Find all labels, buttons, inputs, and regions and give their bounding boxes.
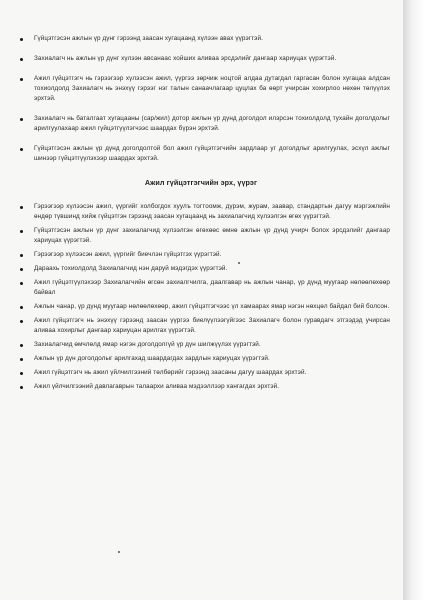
list-item: Ажил гүйцэтгэгч нь энэхүү гэрээнд заасан үүргээ биелүүлээгүйгээс Захиалагч болон гуравдагч этгээдэд учирсан аливаа хохирлыг дангаар хариуцан арилгах үүрэгтэй.: [12, 316, 390, 336]
document-body: [12, 34, 390, 396]
list-item: Ажлын үр дүн доголдолыг арилгахад шаардагдах зардлын хариуцах үүрэгтэй.: [12, 354, 390, 364]
list-item: Дараахь тохиолдолд Захиалагчид нэн даруй мэдэгдэх үүрэгтэй.: [12, 264, 390, 274]
list-item: Захиалагч нь баталгаат хугацааны (сар/жил) дотор ажлын үр дүнд доголдол илэрсэн тохиолдолд тухайн доголдолыг арилгуулахаар ажил гүйцэтгүүлэгчээс шаардах бүрэн эрхтэй.: [12, 114, 390, 134]
list-item: Ажил гүйцэтгэгч нь гэрээгээр хүлээсэн ажил, үүргээ зөрчиж ноцтой алдаа дутагдал гаргасан болон хугацаа алдсан тохиолдолд Захиалагч нь энэхүү гэрээг нэг талын санаачлагаар цуцлах ба өөрт учирсан хохирлоо нөхөн төлүүлэх эрхтэй.: [12, 74, 390, 104]
list-item: Ажил гүйцэтгэгч нь ажил үйлчилгээний төлбөрийг гэрээнд заасаны дагуу шаардах эрхтэй.: [12, 368, 390, 378]
contractor-rights-list: [12, 202, 390, 392]
list-item: Захиалагчид өмчлөлд ямар нэгэн доголдолгүй үр дүн шилжүүлэх үүрэгтэй.: [12, 340, 390, 350]
list-item: Гэрээгээр хүлээсэн ажил, үүргийг биечлэн гүйцэтгэх үүрэгтэй.: [12, 250, 390, 260]
list-item: Захиалагч нь ажлын үр дүнг хүлээн авсанаас хойших аливаа эрсдэлийг дангаар хариуцах үүрэгтэй.: [12, 54, 390, 64]
list-item: Гүйцэтгэсэн ажлын үр дүнг гэрээнд заасан хугацаанд хүлээн авах үүрэгтэй.: [12, 34, 390, 44]
section-heading: Ажил гүйцэтгэгчийн эрх, үүрэг: [144, 178, 258, 187]
list-item: Ажил гүйцэтгүүлэхээр Захиалагчийн өгсөн захиалгчилга, даалгавар нь ажлын чанар, үр дүнд муугаар нөлөөлөхөөр байвал: [12, 278, 390, 298]
customer-obligations-list: [12, 34, 390, 164]
list-item: Гүйцэтгэсэн ажлын үр дүнд доголдолтой бол ажил гүйцэтгэгчийн зардлаар уг доголдлыг арилгуулах, эсхүл ажлыг шинээр гүйцэтгүүлэхээр шаардах эрхтэй.: [12, 144, 390, 164]
list-item: Гүйцэтгэсэн ажлын үр дүнг захиалагчид хүлээлгэн өгөхөөс өмнө ажлын үр дүнд учирч болох эрсдэлийг дангаар хариуцах үүрэгтэй.: [12, 226, 390, 246]
scan-edge-shadow: [403, 0, 425, 600]
scan-speck: [118, 551, 120, 553]
list-item: Ажлын чанар, үр дүнд муугаар нөлөөлөхөөр, ажил гүйцэтгэгчээс үл хамаарах ямар нэгэн нөхцөл байдал бий болсон.: [12, 302, 390, 312]
list-item: Гэрээгээр хүлээсэн ажил, үүргийг холбогдох хуулъ тогтоомж, дүрэм, журам, заавар, стандартын дагуу мэргэжлийн өндөр түвшинд хийж гүйцэтгэн гэрээнд заасан хугацаанд нь захиалагчид хүлээлгэн өгөх үүрэгтэй.: [12, 202, 390, 222]
scan-speck: [238, 262, 240, 264]
list-item: Ажил үйлчилгээний давлагаврын талаархи аливаа мэдээллээр хангагдах эрхтэй.: [12, 382, 390, 392]
